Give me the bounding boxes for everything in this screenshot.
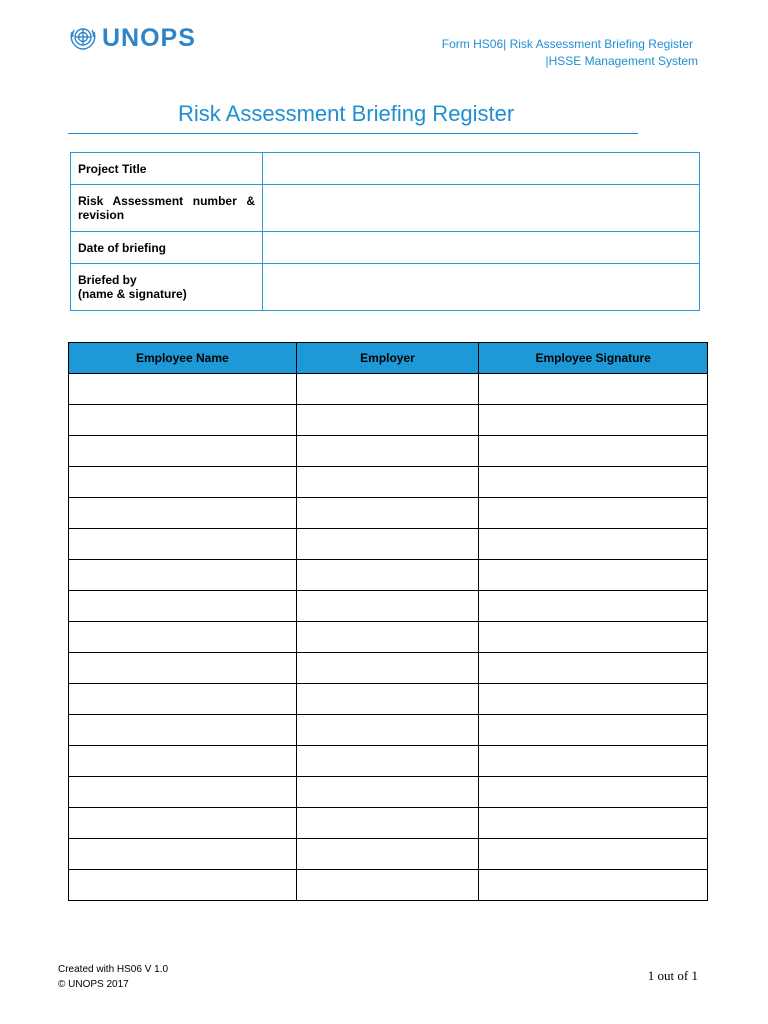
briefed-by-field[interactable] bbox=[263, 264, 700, 311]
employee-signature-cell[interactable] bbox=[479, 746, 708, 777]
employee-name-cell[interactable] bbox=[69, 684, 297, 715]
employee-signature-cell[interactable] bbox=[479, 374, 708, 405]
form-name: Risk Assessment Briefing Register bbox=[509, 37, 693, 51]
date-of-briefing-field[interactable] bbox=[263, 232, 700, 264]
register-row bbox=[69, 591, 708, 622]
employee-signature-cell[interactable] bbox=[479, 715, 708, 746]
employer-cell[interactable] bbox=[296, 405, 479, 436]
employer-cell[interactable] bbox=[296, 746, 479, 777]
employee-signature-cell[interactable] bbox=[479, 777, 708, 808]
employer-cell[interactable] bbox=[296, 467, 479, 498]
info-row-briefed-by bbox=[71, 264, 700, 311]
employer-cell[interactable] bbox=[296, 808, 479, 839]
employee-signature-cell[interactable] bbox=[479, 653, 708, 684]
un-emblem-icon bbox=[68, 24, 98, 52]
employee-name-cell[interactable] bbox=[69, 467, 297, 498]
employee-signature-cell[interactable] bbox=[479, 405, 708, 436]
register-row bbox=[69, 622, 708, 653]
employee-signature-cell[interactable] bbox=[479, 560, 708, 591]
employee-name-cell[interactable] bbox=[69, 405, 297, 436]
register-row bbox=[69, 653, 708, 684]
risk-assessment-number-label: Risk Assessment number & revision bbox=[71, 185, 263, 232]
info-row-risk-assessment bbox=[71, 185, 700, 232]
employee-signature-cell[interactable] bbox=[479, 622, 708, 653]
info-row-date bbox=[71, 232, 700, 264]
employee-register-table bbox=[68, 342, 708, 901]
column-header-employee-signature: Employee Signature bbox=[479, 343, 708, 374]
employee-name-cell[interactable] bbox=[69, 746, 297, 777]
employer-cell[interactable] bbox=[296, 870, 479, 901]
register-row bbox=[69, 436, 708, 467]
employee-name-cell[interactable] bbox=[69, 529, 297, 560]
employee-name-cell[interactable] bbox=[69, 839, 297, 870]
project-title-field[interactable] bbox=[263, 153, 700, 185]
employee-signature-cell[interactable] bbox=[479, 529, 708, 560]
register-row bbox=[69, 529, 708, 560]
employer-cell[interactable] bbox=[296, 653, 479, 684]
employee-signature-cell[interactable] bbox=[479, 684, 708, 715]
logo-wordmark: UNOPS bbox=[102, 24, 196, 52]
employee-name-cell[interactable] bbox=[69, 560, 297, 591]
risk-assessment-number-field[interactable] bbox=[263, 185, 700, 232]
form-separator: | bbox=[503, 37, 507, 51]
system-name-line bbox=[545, 54, 698, 68]
employee-signature-cell[interactable] bbox=[479, 467, 708, 498]
register-row bbox=[69, 560, 708, 591]
employer-cell[interactable] bbox=[296, 436, 479, 467]
project-info-table bbox=[70, 152, 700, 311]
register-row bbox=[69, 746, 708, 777]
document-title: Risk Assessment Briefing Register bbox=[178, 101, 515, 126]
project-title-label: Project Title bbox=[71, 153, 263, 185]
employee-name-cell[interactable] bbox=[69, 808, 297, 839]
register-body bbox=[69, 374, 708, 901]
register-row bbox=[69, 498, 708, 529]
employee-name-cell[interactable] bbox=[69, 715, 297, 746]
employee-signature-cell[interactable] bbox=[479, 839, 708, 870]
system-name: HSSE Management System bbox=[548, 54, 698, 68]
employee-name-cell[interactable] bbox=[69, 591, 297, 622]
employee-signature-cell[interactable] bbox=[479, 591, 708, 622]
employer-cell[interactable] bbox=[296, 715, 479, 746]
employee-name-cell[interactable] bbox=[69, 870, 297, 901]
employer-cell[interactable] bbox=[296, 560, 479, 591]
copyright-text: © UNOPS 2017 bbox=[58, 979, 129, 990]
briefed-by-label-line2: (name & signature) bbox=[78, 287, 187, 301]
briefed-by-label bbox=[71, 264, 263, 311]
employer-cell[interactable] bbox=[296, 498, 479, 529]
employee-signature-cell[interactable] bbox=[479, 498, 708, 529]
register-row bbox=[69, 870, 708, 901]
form-code: Form HS06 bbox=[441, 37, 504, 51]
employee-signature-cell[interactable] bbox=[479, 870, 708, 901]
register-row bbox=[69, 374, 708, 405]
info-row-project-title bbox=[71, 153, 700, 185]
page-number: 1 out of 1 bbox=[647, 968, 698, 983]
unops-logo bbox=[68, 24, 196, 52]
employee-name-cell[interactable] bbox=[69, 498, 297, 529]
register-row bbox=[69, 684, 708, 715]
register-row bbox=[69, 405, 708, 436]
employer-cell[interactable] bbox=[296, 374, 479, 405]
briefed-by-label-line1: Briefed by bbox=[78, 273, 137, 287]
employer-cell[interactable] bbox=[296, 777, 479, 808]
employee-name-cell[interactable] bbox=[69, 436, 297, 467]
employer-cell[interactable] bbox=[296, 622, 479, 653]
employee-name-cell[interactable] bbox=[69, 653, 297, 684]
register-row bbox=[69, 715, 708, 746]
employer-cell[interactable] bbox=[296, 684, 479, 715]
employer-cell[interactable] bbox=[296, 529, 479, 560]
employee-name-cell[interactable] bbox=[69, 374, 297, 405]
title-underline bbox=[68, 133, 638, 134]
register-row bbox=[69, 839, 708, 870]
created-with-text: Created with HS06 V 1.0 bbox=[58, 964, 169, 975]
column-header-employee-name: Employee Name bbox=[69, 343, 297, 374]
system-separator: | bbox=[545, 54, 549, 68]
employee-name-cell[interactable] bbox=[69, 777, 297, 808]
register-row bbox=[69, 777, 708, 808]
register-row bbox=[69, 808, 708, 839]
footer-credits bbox=[58, 962, 168, 992]
register-header-row bbox=[69, 343, 708, 374]
column-header-employer: Employer bbox=[296, 343, 479, 374]
employer-cell[interactable] bbox=[296, 839, 479, 870]
employer-cell[interactable] bbox=[296, 591, 479, 622]
form-identifier bbox=[442, 37, 693, 51]
register-row bbox=[69, 467, 708, 498]
date-of-briefing-label: Date of briefing bbox=[71, 232, 263, 264]
employee-name-cell[interactable] bbox=[69, 622, 297, 653]
employee-signature-cell[interactable] bbox=[479, 436, 708, 467]
employee-signature-cell[interactable] bbox=[479, 808, 708, 839]
